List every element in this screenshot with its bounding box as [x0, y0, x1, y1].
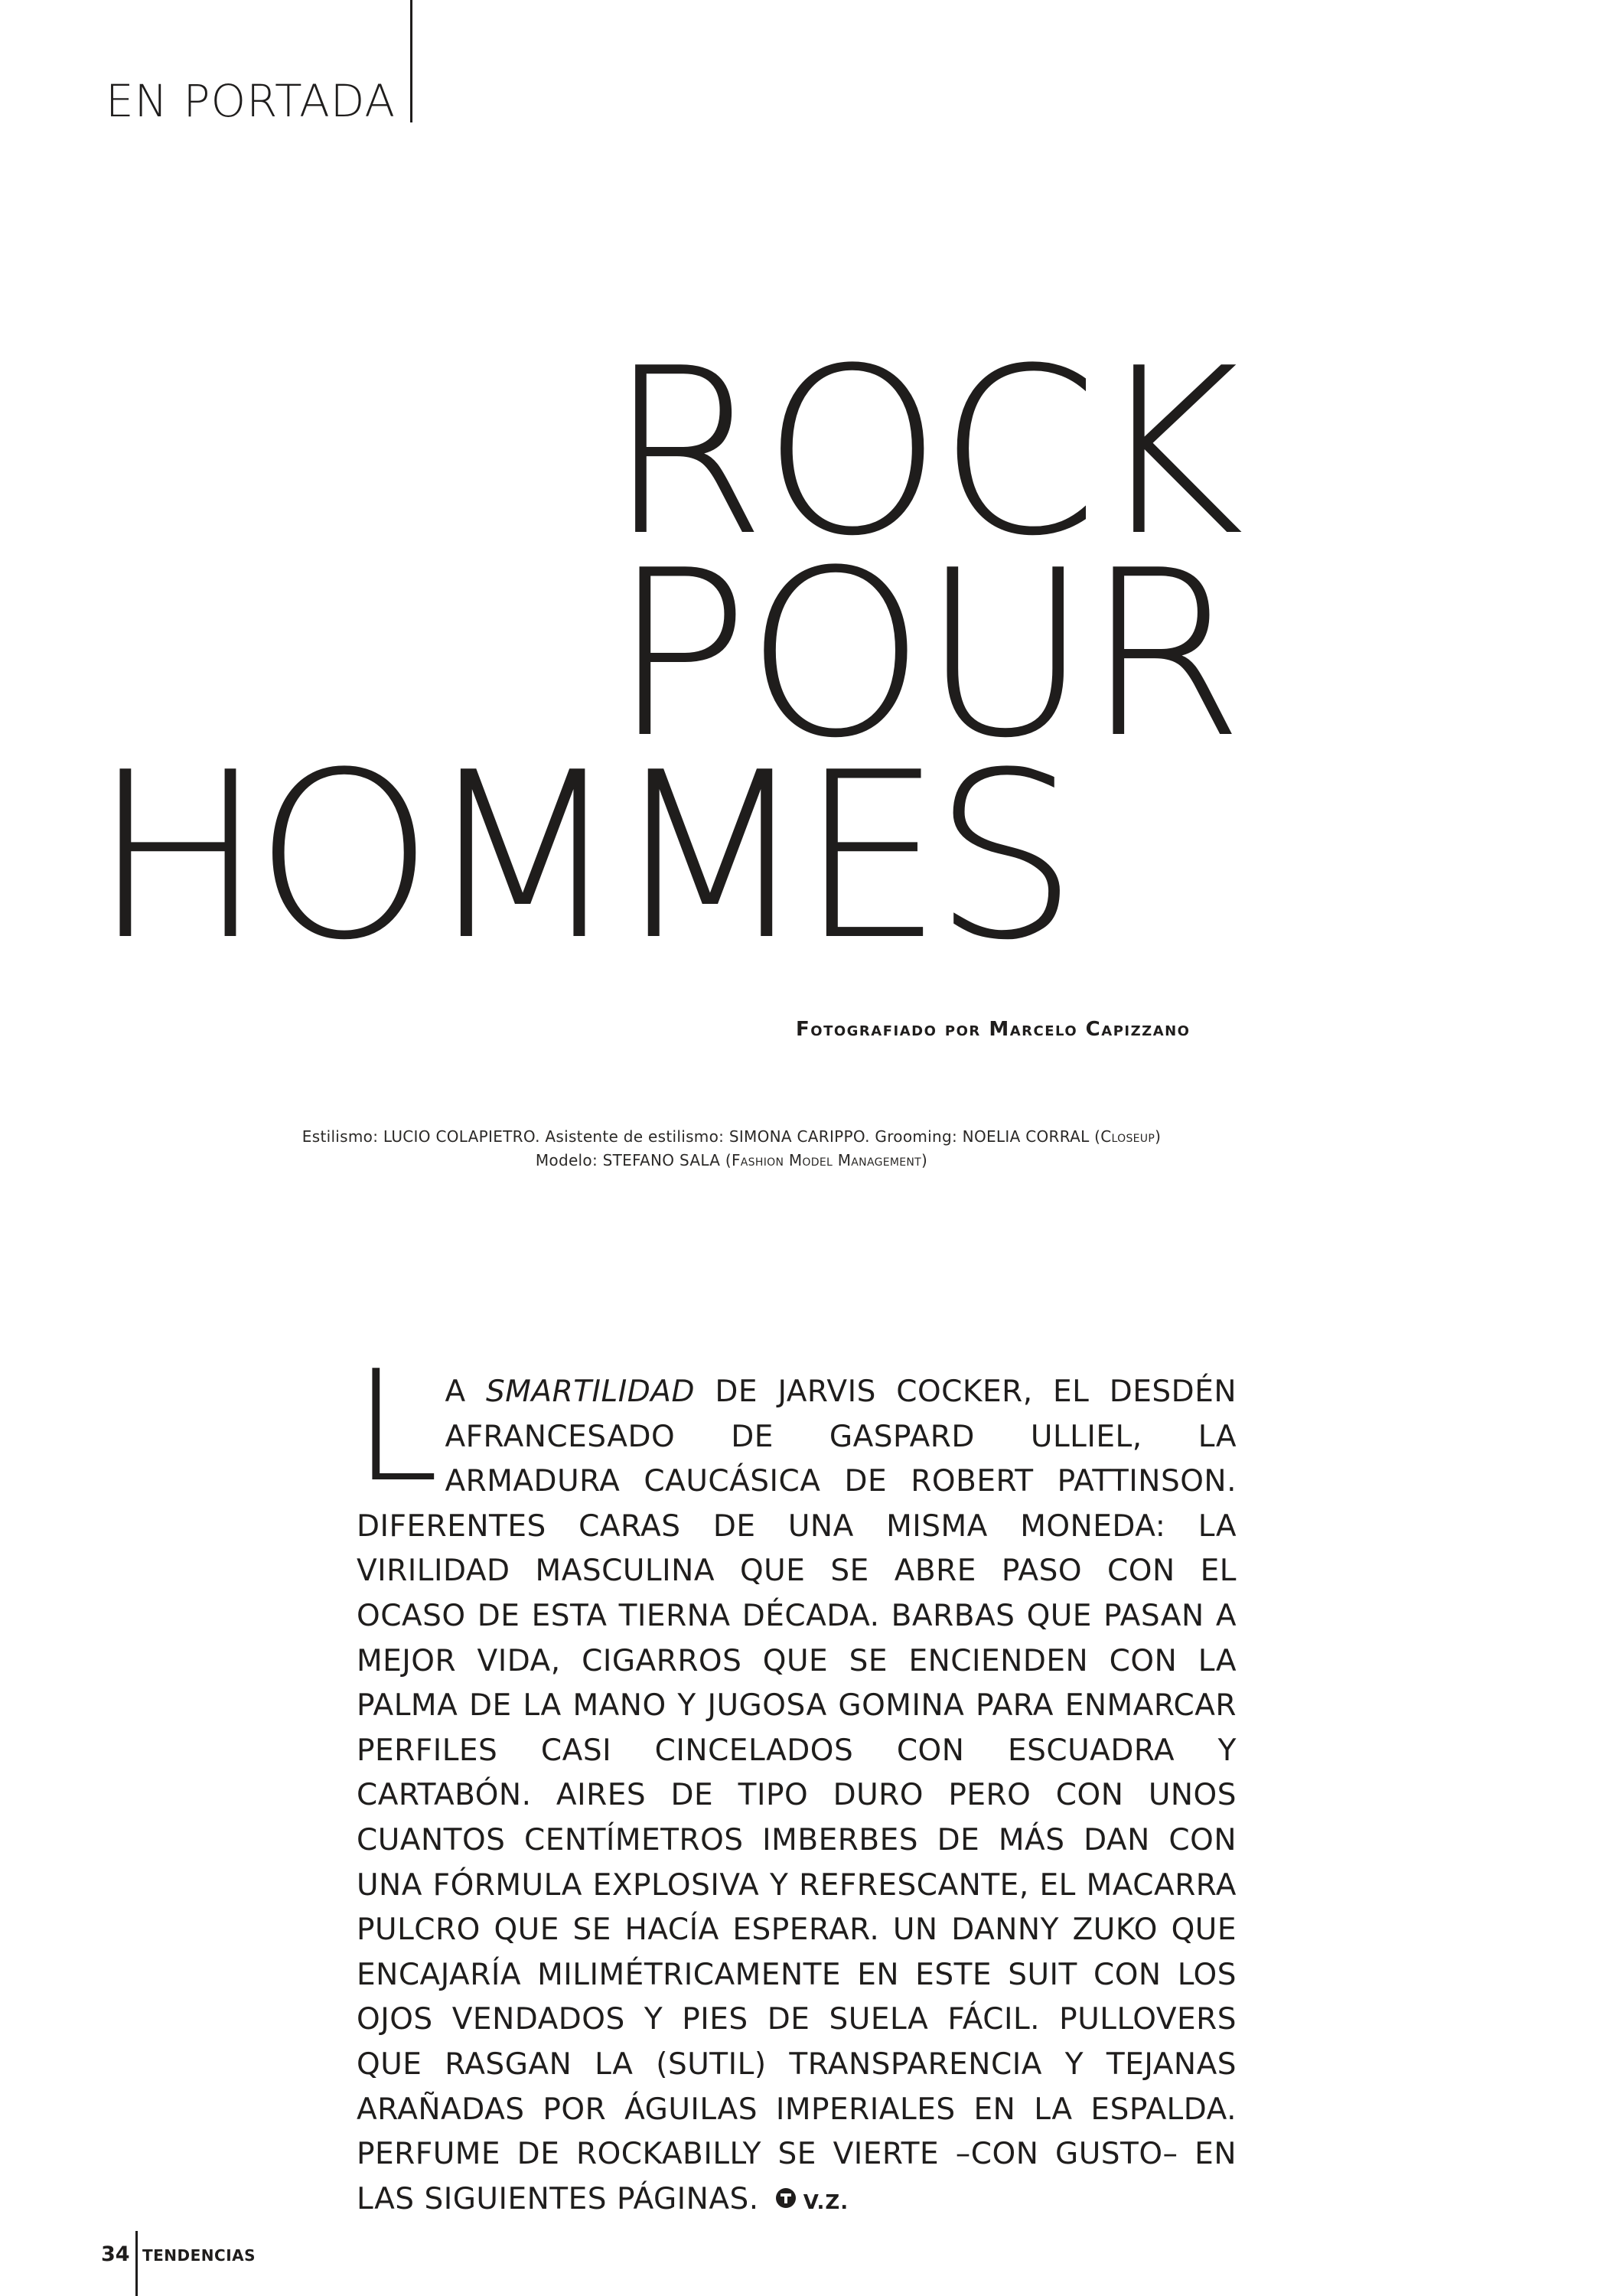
body-emphasis: SMARTILIDAD [486, 1375, 695, 1409]
drop-cap: L [354, 1338, 439, 1516]
credits-paren: ) [1155, 1127, 1162, 1146]
header-divider [410, 0, 412, 122]
article-body [354, 1338, 1237, 2225]
production-credits [196, 1125, 1267, 1172]
agency-name: Closeup [1100, 1127, 1155, 1146]
magazine-name: TENDENCIAS [142, 2246, 256, 2265]
photo-credit: Fotografiado por Marcelo Capizzano [796, 1018, 1191, 1041]
credits-paren: ) [921, 1151, 928, 1169]
footer-divider [135, 2231, 138, 2296]
author-initials: V.Z. [803, 2190, 849, 2214]
page-number: 34 [101, 2242, 130, 2266]
body-last-word: PÁGINAS. [616, 2181, 759, 2216]
section-label: EN PORTADA [106, 75, 396, 127]
model-agency: Fashion Model Management [732, 1151, 922, 1169]
title-line-3: HOMMES [92, 723, 1068, 990]
title-line-1: ROCK [607, 319, 1240, 586]
body-lead: A [445, 1375, 487, 1409]
credits-text: Estilismo: LUCIO COLAPIETRO. Asistente de estilismo: SIMONA CARIPPO. Grooming: NOELIA CORRAL ( [301, 1127, 1101, 1146]
model-credit: Modelo: STEFANO SALA ( [535, 1151, 732, 1169]
body-text: DE JARVIS COCKER, EL DESDÉN AFRANCESADO DE GASPARD ULLIEL, LA ARMADURA CAUCÁSICA DE ROBERT PATTINSON. DIFERENTES CARAS DE UNA MISMA MONEDA: LA VIRILIDAD MASCULINA QUE SE ABRE PASO CON EL OCASO DE ESTA TIERNA DÉCADA. BARBAS QUE PASAN A MEJOR VIDA, CIGARROS QUE SE ENCIENDEN CON LA PALMA DE LA MANO Y JUGOSA GOMINA PARA ENMARCAR PERFILES CASI CINCELADOS CON ESCUADRA Y CARTABÓN. AIRES DE TIPO DURO PERO CON UNOS CUANTOS CENTÍMETROS IMBERBES DE MÁS DAN CON UNA FÓRMULA EXPLOSIVA Y REFRESCANTE, EL MACARRA PULCRO QUE SE HACÍA ESPERAR. UN DANNY ZUKO QUE ENCAJARÍA MILIMÉTRICAMENTE EN ESTE SUIT CON LOS OJOS VENDADOS Y PIES DE SUELA FÁCIL. PULLOVERS QUE RASGAN LA (SUTIL) TRANSPARENCIA Y TEJANAS ARAÑADAS POR ÁGUILAS IMPERIALES EN LA ESPALDA. PERFUME DE ROCKABILLY SE VIERTE –CON GUSTO– EN LAS SIGUIENTES [357, 1375, 1237, 2216]
credits-line-2 [196, 1149, 1267, 1172]
article-title [92, 319, 1240, 990]
signoff [617, 2182, 849, 2216]
credits-line-1 [196, 1125, 1267, 1149]
title-line-2: POUR [611, 521, 1240, 788]
tendencias-logo-icon [776, 2188, 796, 2208]
